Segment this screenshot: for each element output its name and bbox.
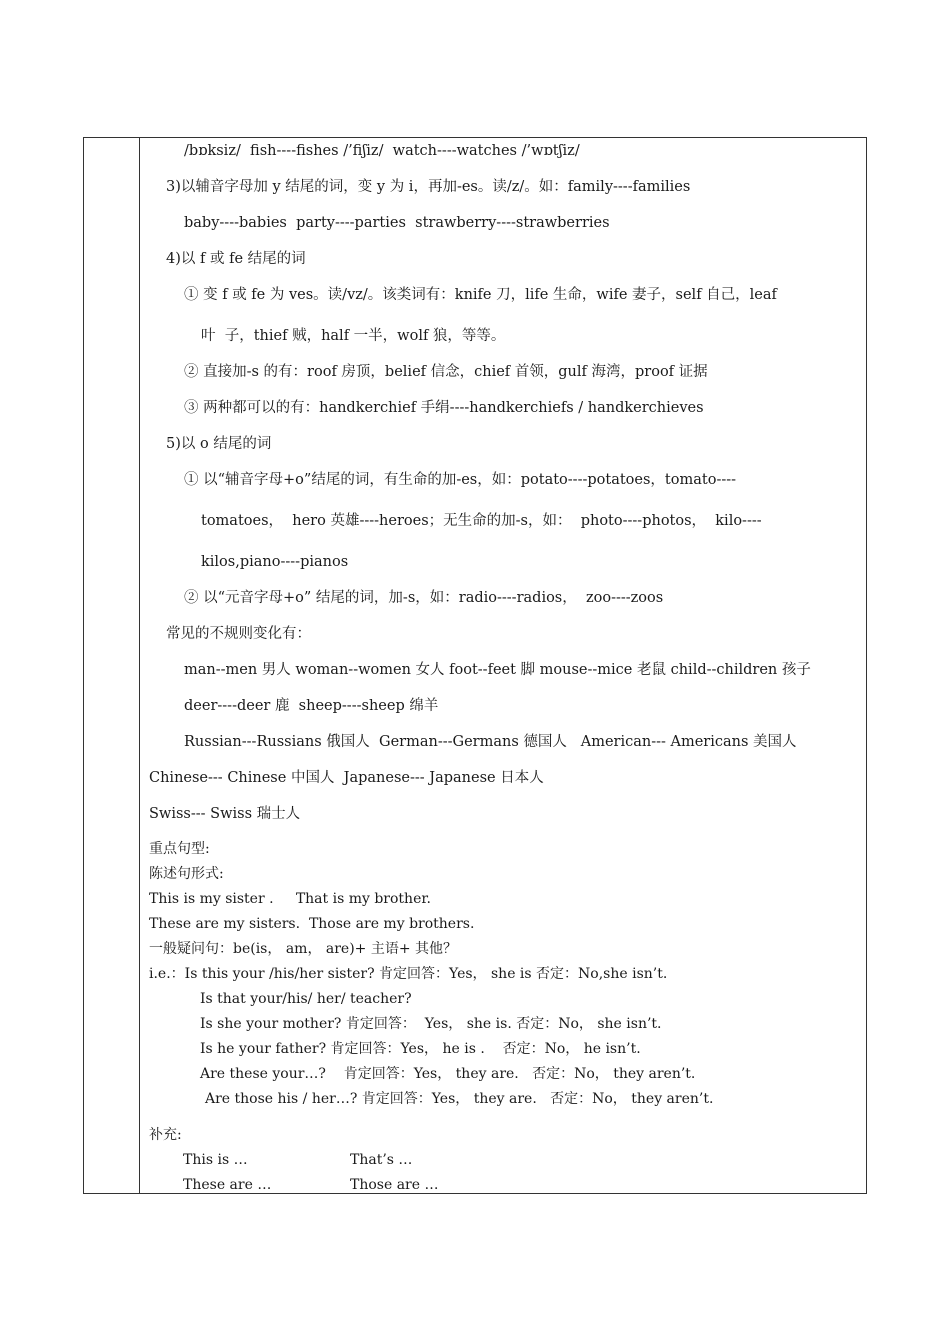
example-line: Are these your…? 肯定回答：Yes， they are. 否定：No， they aren’t. bbox=[200, 1066, 696, 1082]
text-line: ① 以“辅音字母+o”结尾的词，有生命的加-es，如：potato----potatoes，tomato---- bbox=[184, 472, 737, 488]
text-line: 3)以辅音字母加 y 结尾的词，变 y 为 i，再加-es。读/z/。如：family----families bbox=[166, 179, 691, 195]
section-heading: 4)以 f 或 fe 结尾的词 bbox=[166, 251, 306, 267]
section-heading: 常见的不规则变化有： bbox=[166, 626, 311, 642]
example-line: These are my sisters. Those are my brothers. bbox=[149, 916, 475, 932]
text-line: kilos,piano----pianos bbox=[201, 554, 349, 570]
section-heading: 陈述句形式: bbox=[149, 866, 224, 882]
example-line: These are … bbox=[183, 1177, 272, 1193]
section-heading: 重点句型: bbox=[149, 841, 210, 857]
text-line: baby----babies party----parties strawberry----strawberries bbox=[184, 215, 610, 231]
text-line: tomatoes， hero 英雄----heroes；无生命的加-s，如： photo----photos， kilo---- bbox=[201, 513, 762, 529]
text-line: ③ 两种都可以的有：handkerchief 手绢----handkerchiefs / handkerchieves bbox=[184, 400, 704, 416]
text-line: ② 直接加-s 的有：roof 房顶，belief 信念，chief 首领，gulf 海湾，proof 证据 bbox=[184, 364, 708, 380]
column-divider bbox=[139, 137, 140, 1194]
text-line: Swiss--- Swiss 瑞士人 bbox=[149, 806, 301, 822]
text-line: man--men 男人 woman--women 女人 foot--feet 脚 mouse--mice 老鼠 child--children 孩子 bbox=[184, 662, 811, 678]
section-heading: 补充: bbox=[149, 1127, 182, 1143]
example-line: i.e.：Is this your /his/her sister? 肯定回答：Yes， she is 否定：No,she isn’t. bbox=[149, 966, 668, 982]
example-line: Is that your/his/ her/ teacher? bbox=[200, 991, 412, 1007]
text-line: Chinese--- Chinese 中国人 Japanese--- Japanese 日本人 bbox=[149, 770, 544, 786]
section-heading: 5)以 o 结尾的词 bbox=[166, 436, 272, 452]
example-line: This is my sister . That is my brother. bbox=[149, 891, 431, 907]
section-heading: 一般疑问句：be(is， am， are)+ 主语+ 其他？ bbox=[149, 941, 458, 957]
text-line: 叶 子，thief 贼，half 一半，wolf 狼，等等。 bbox=[201, 328, 506, 344]
text-line: ② 以“元音字母+o” 结尾的词，加-s，如：radio----radios， zoo----zoos bbox=[184, 590, 664, 606]
example-line: Are those his / her…? 肯定回答：Yes， they are. 否定：No， they aren’t. bbox=[205, 1091, 714, 1107]
example-line: Those are … bbox=[350, 1177, 439, 1193]
text-line: deer----deer 鹿 sheep----sheep 绵羊 bbox=[184, 698, 439, 714]
text-line: ① 变 f 或 fe 为 ves。读/vz/。该类词有：knife 刀，life 生命，wife 妻子，self 自己，leaf bbox=[184, 287, 777, 303]
example-line: Is she your mother? 肯定回答： Yes， she is. 否定：No， she isn’t. bbox=[200, 1016, 662, 1032]
example-line: This is … bbox=[183, 1152, 248, 1168]
example-line: Is he your father? 肯定回答：Yes， he is . 否定：No， he isn’t. bbox=[200, 1041, 641, 1057]
text-line: /bɒksiz/ fish----fishes /’fiʃiz/ watch----watches /’wɒtʃiz/ bbox=[184, 143, 580, 159]
text-line: Russian---Russians 俄国人 German---Germans 德国人 American--- Americans 美国人 bbox=[184, 734, 797, 750]
example-line: That’s … bbox=[350, 1152, 413, 1168]
